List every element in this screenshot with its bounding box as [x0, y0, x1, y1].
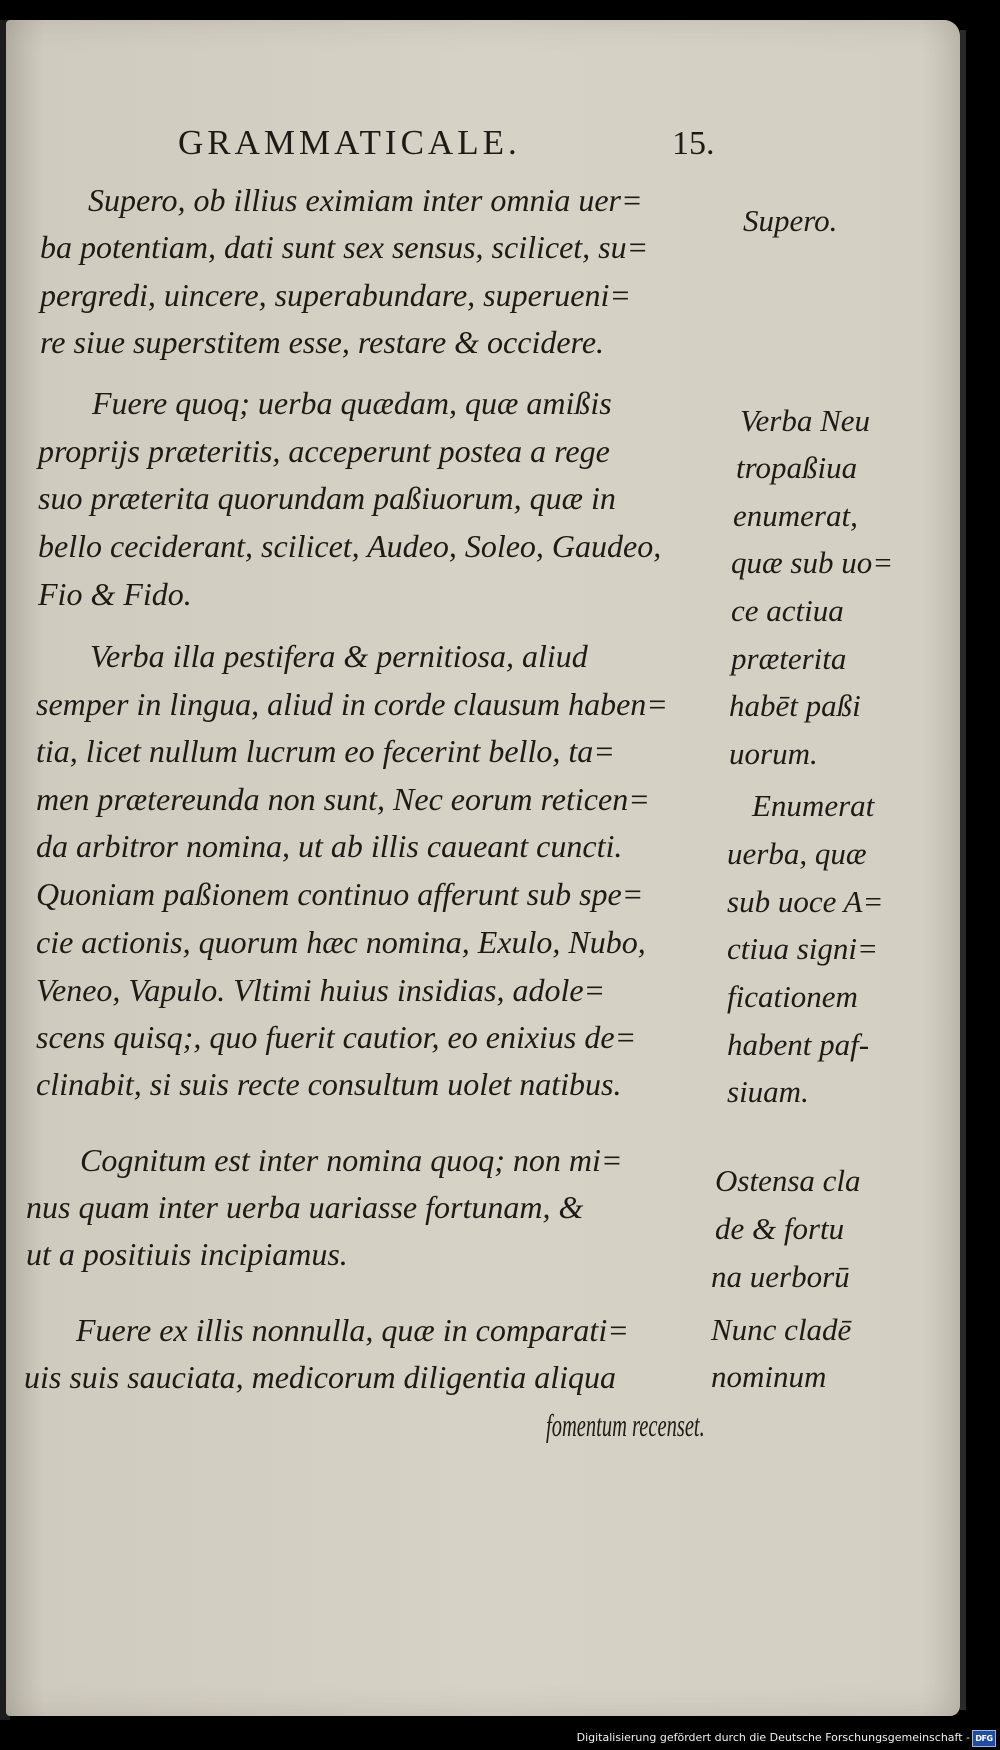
funding-credit: Digitalisierung gefördert durch die Deutsche Forschungsgemeinschaft -: [576, 1731, 970, 1744]
text-line: tia, licet nullum lucrum eo fecerint bello, ta=: [36, 733, 615, 769]
marginal-note: enumerat,: [733, 498, 858, 533]
marginal-note: siuam.: [727, 1074, 809, 1109]
marginal-note: Enumerat: [752, 788, 875, 823]
text-line: Fuere quoq; uerba quædam, quæ amißis: [92, 385, 612, 421]
running-title: GRAMMATICALE.: [178, 123, 521, 162]
marginal-note: Supero.: [743, 203, 838, 238]
text-line: pergredi, uincere, superabundare, superueni=: [40, 277, 631, 313]
marginal-note: Ostensa cla: [715, 1163, 861, 1198]
text-line: nus quam inter uerba uariasse fortunam, &: [26, 1189, 584, 1225]
text-line: proprijs præteritis, acceperunt postea a rege: [38, 433, 610, 469]
marginal-note: quæ sub uo=: [731, 545, 894, 580]
marginal-note: ctiua signi=: [727, 931, 878, 966]
text-line: fomentum recenset.: [546, 1407, 705, 1443]
text-line: semper in lingua, aliud in corde clausum haben=: [36, 686, 668, 722]
marginal-note: tropaßiua: [736, 450, 858, 485]
marginal-note: de & fortu: [715, 1211, 845, 1246]
text-line: bello ceciderant, scilicet, Audeo, Soleo, Gaudeo,: [38, 528, 662, 564]
marginal-note: habent paf-: [727, 1027, 870, 1062]
marginal-note: na uerborū: [711, 1259, 850, 1294]
marginal-note: Nunc cladē: [711, 1312, 852, 1347]
text-line: Supero, ob illius eximiam inter omnia uer=: [88, 182, 643, 218]
marginal-note: sub uoce A=: [727, 884, 884, 919]
text-line: clinabit, si suis recte consultum uolet natibus.: [36, 1066, 622, 1102]
page-number: 15.: [672, 125, 715, 162]
marginal-note: Verba Neu: [740, 403, 871, 438]
digitization-footer: [0, 1728, 1000, 1750]
text-line: Veneo, Vapulo. Vltimi huius insidias, adole=: [36, 972, 606, 1008]
text-line: Quoniam paßionem continuo afferunt sub spe=: [36, 876, 644, 912]
text-line: suo præterita quorundam paßiuorum, quæ in: [38, 480, 616, 516]
text-line: da arbitror nomina, ut ab illis caueant cuncti.: [36, 828, 623, 864]
text-line: scens quisq;, quo fuerit cautior, eo enixius de=: [36, 1019, 637, 1055]
marginal-note: ficationem: [727, 979, 858, 1014]
text-line: Fuere ex illis nonnulla, quæ in comparati=: [76, 1312, 629, 1348]
text-line: men prætereunda non sunt, Nec eorum reticen=: [36, 781, 650, 817]
text-line: Cognitum est inter nomina quoq; non mi=: [80, 1142, 623, 1178]
dfg-logo: DFG: [972, 1730, 996, 1747]
text-line: ba potentiam, dati sunt sex sensus, scilicet, su=: [40, 229, 649, 265]
marginal-note: habēt paßi: [729, 688, 861, 723]
text-line: Fio & Fido.: [38, 576, 192, 612]
marginal-note: præterita: [731, 641, 847, 676]
text-line: re siue superstitem esse, restare & occidere.: [40, 324, 605, 360]
text-line: Verba illa pestifera & pernitiosa, aliud: [90, 638, 588, 674]
marginal-note: uerba, quæ: [727, 836, 867, 871]
text-line: cie actionis, quorum hæc nomina, Exulo, Nubo,: [36, 924, 646, 960]
text-line: uis suis sauciata, medicorum diligentia aliqua: [24, 1359, 616, 1395]
marginal-note: ce actiua: [731, 593, 844, 628]
text-line: ut a positiuis incipiamus.: [26, 1236, 348, 1272]
marginal-note: nominum: [711, 1359, 827, 1394]
marginal-note: uorum.: [729, 736, 818, 771]
